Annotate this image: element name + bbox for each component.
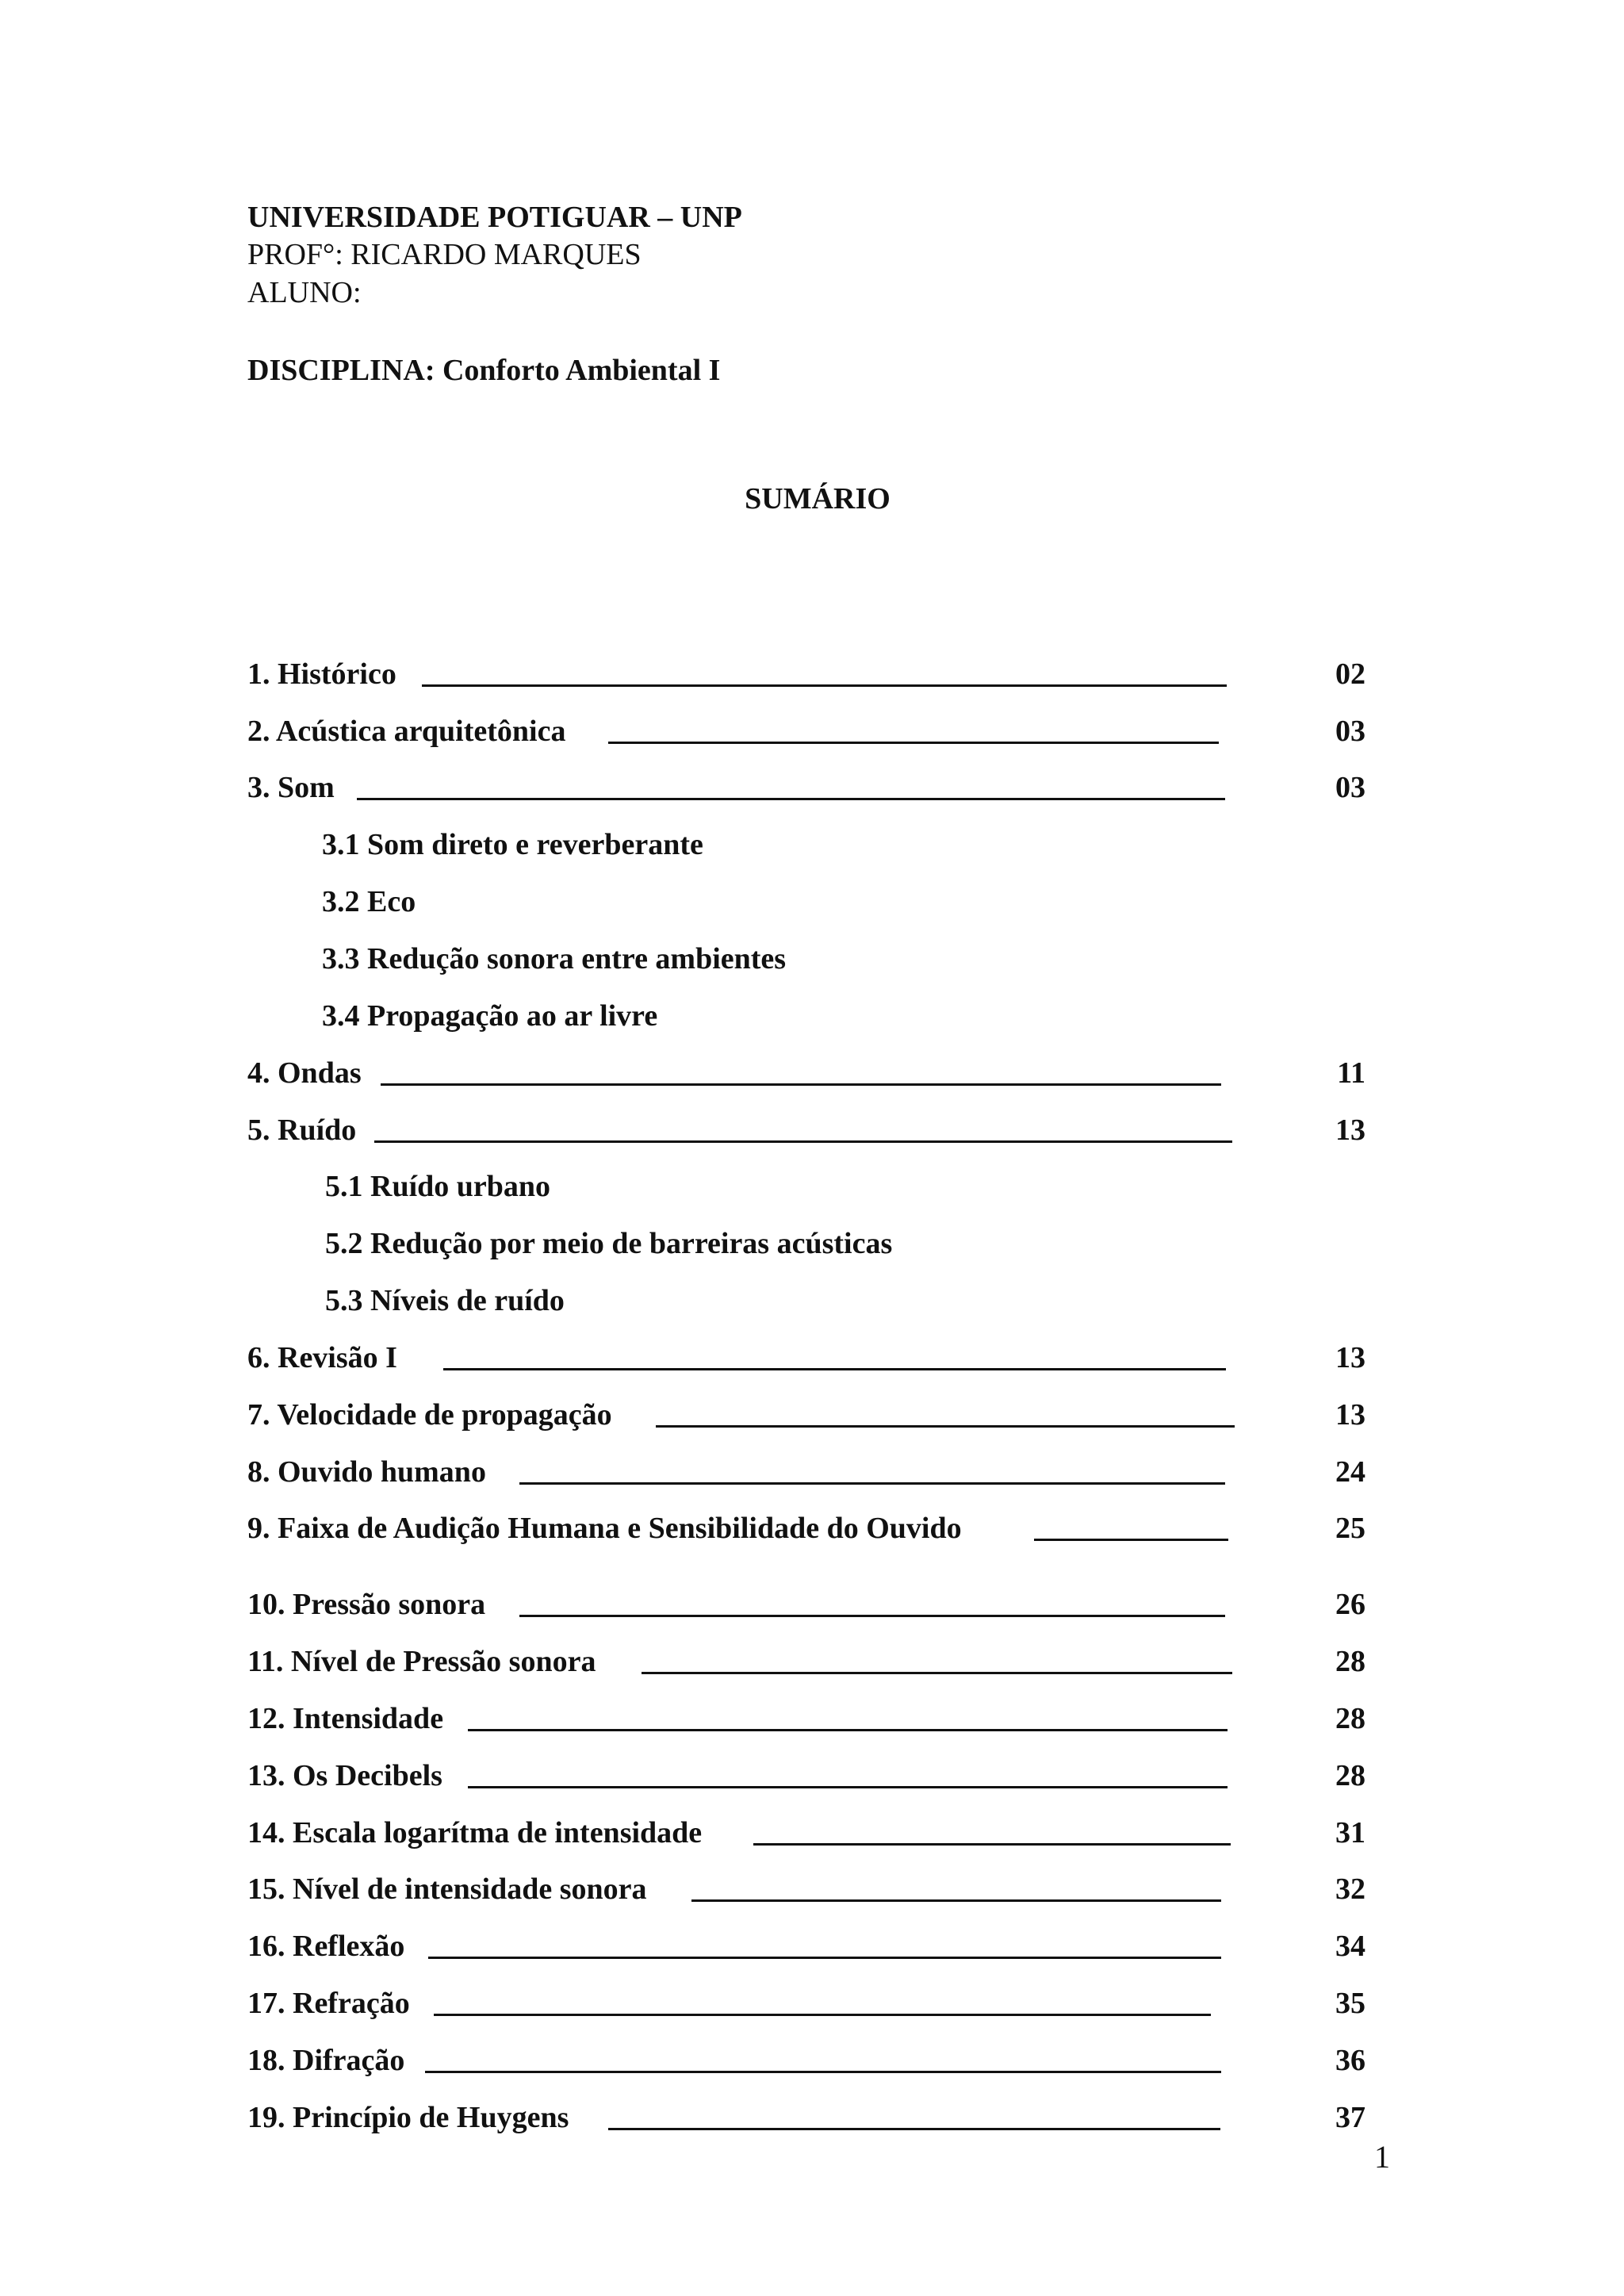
toc-leader-line: [1034, 1539, 1228, 1541]
discipline-line: [247, 351, 720, 389]
toc-leader-line: [381, 1083, 1221, 1086]
toc-leader-line: [753, 1843, 1231, 1846]
toc-subitem: 5.3 Níveis de ruído: [325, 1284, 565, 1317]
toc-item-page: 28: [1335, 1702, 1365, 1735]
toc-leader-line: [468, 1729, 1228, 1731]
toc-item-label: 7. Velocidade de propagação: [247, 1398, 612, 1432]
toc-leader-line: [691, 1899, 1221, 1902]
toc-item-label: 13. Os Decibels: [247, 1759, 442, 1792]
page-number: 1: [1374, 2139, 1390, 2175]
toc-item-page: 26: [1335, 1588, 1365, 1621]
toc-item-label: 9. Faixa de Audição Humana e Sensibilidade do Ouvido: [247, 1512, 962, 1545]
toc-leader-line: [434, 2014, 1211, 2016]
toc-leader-line: [519, 1615, 1225, 1617]
toc-leader-line: [422, 684, 1227, 687]
toc-item-label: 2. Acústica arquitetônica: [247, 715, 566, 748]
toc-item-page: 13: [1335, 1114, 1365, 1147]
toc-item-label: 10. Pressão sonora: [247, 1588, 486, 1621]
toc-leader-line: [425, 2071, 1221, 2073]
toc-item-page: 13: [1335, 1398, 1365, 1432]
toc-item-page: 35: [1335, 1987, 1365, 2020]
toc-item-label: 18. Difração: [247, 2044, 405, 2077]
toc-title: SUMÁRIO: [745, 482, 891, 516]
toc-leader-line: [443, 1368, 1226, 1370]
toc-leader-line: [428, 1957, 1221, 1959]
toc-item-page: 03: [1335, 771, 1365, 804]
toc-item-label: 8. Ouvido humano: [247, 1455, 486, 1489]
toc-item-page: 32: [1335, 1872, 1365, 1906]
toc-item-label: 6. Revisão I: [247, 1341, 397, 1374]
toc-leader-line: [608, 742, 1219, 744]
toc-leader-line: [374, 1140, 1232, 1143]
university-name: UNIVERSIDADE POTIGUAR – UNP: [247, 201, 742, 234]
toc-item-page: 36: [1335, 2044, 1365, 2077]
toc-item-label: 14. Escala logarítma de intensidade: [247, 1816, 703, 1849]
toc-item-page: 31: [1335, 1816, 1365, 1849]
toc-item-page: 37: [1335, 2101, 1365, 2134]
toc-item-label: 16. Reflexão: [247, 1930, 405, 1963]
toc-item-label: 15. Nível de intensidade sonora: [247, 1872, 647, 1906]
toc-item-page: 34: [1335, 1930, 1365, 1963]
toc-item-page: 13: [1335, 1341, 1365, 1374]
toc-leader-line: [468, 1786, 1228, 1788]
discipline-label: DISCIPLINA:: [247, 354, 435, 387]
toc-subitem: 3.4 Propagação ao ar livre: [322, 999, 658, 1033]
toc-item-label: 1. Histórico: [247, 657, 396, 691]
toc-subitem: 3.2 Eco: [322, 885, 416, 918]
toc-item-page: 11: [1337, 1056, 1365, 1090]
toc-item-page: 03: [1335, 715, 1365, 748]
toc-subitem: 5.1 Ruído urbano: [325, 1170, 551, 1203]
toc-item-label: 4. Ondas: [247, 1056, 362, 1090]
toc-item-page: 28: [1335, 1645, 1365, 1678]
toc-leader-line: [642, 1672, 1232, 1674]
toc-leader-line: [656, 1425, 1235, 1428]
toc-item-label: 5. Ruído: [247, 1114, 357, 1147]
professor-line: PROF°: RICARDO MARQUES: [247, 238, 642, 271]
toc-item-label: 12. Intensidade: [247, 1702, 444, 1735]
toc-item-label: 19. Princípio de Huygens: [247, 2101, 569, 2134]
toc-subitem: 3.1 Som direto e reverberante: [322, 828, 703, 861]
toc-subitem: 3.3 Redução sonora entre ambientes: [322, 942, 787, 976]
toc-item-page: 28: [1335, 1759, 1365, 1792]
toc-subitem: 5.2 Redução por meio de barreiras acústicas: [325, 1227, 893, 1260]
toc-leader-line: [357, 798, 1225, 800]
toc-item-page: 02: [1335, 657, 1365, 691]
toc-item-label: 11. Nível de Pressão sonora: [247, 1645, 596, 1678]
toc-leader-line: [608, 2128, 1220, 2130]
toc-leader-line: [519, 1482, 1225, 1485]
discipline-value: Conforto Ambiental I: [442, 354, 721, 387]
toc-item-label: 3. Som: [247, 771, 335, 804]
toc-item-page: 25: [1335, 1512, 1365, 1545]
toc-item-label: 17. Refração: [247, 1987, 410, 2020]
toc-item-page: 24: [1335, 1455, 1365, 1489]
student-line: ALUNO:: [247, 276, 362, 309]
